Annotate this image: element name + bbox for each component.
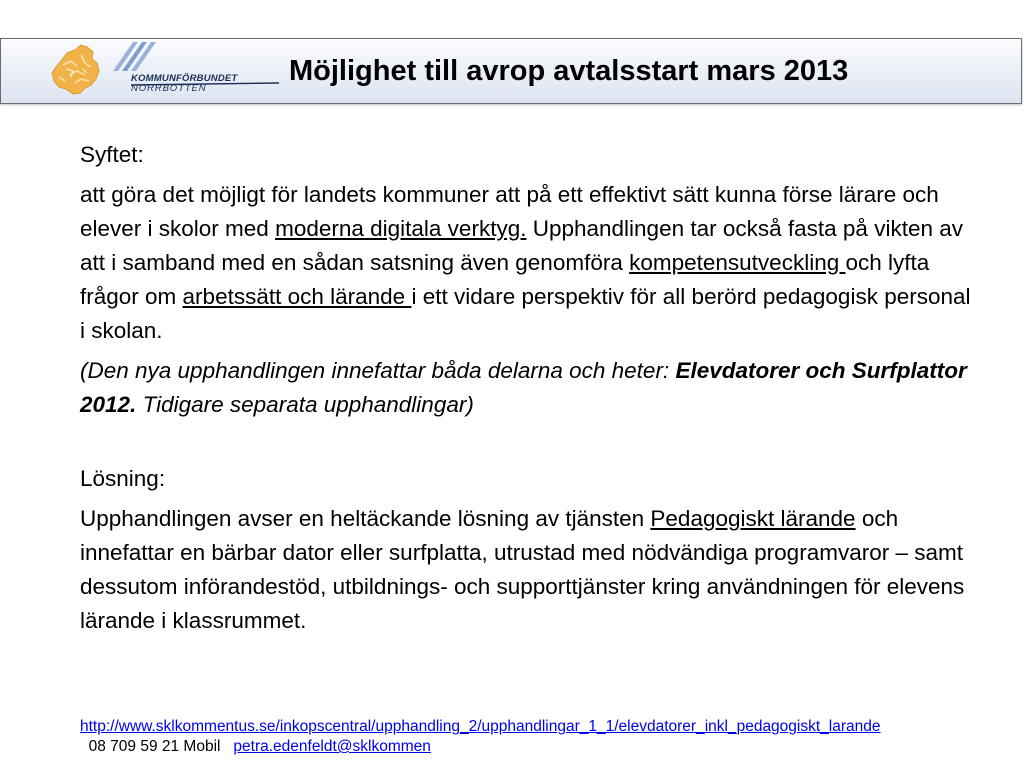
footer-contact: [80, 717, 980, 757]
slide-body: [80, 138, 980, 638]
kommunforbundet-logo: [47, 41, 287, 101]
syftet-heading: Syftet:: [80, 142, 144, 167]
logo-line-1: KOMMUNFÖRBUNDET: [131, 73, 238, 84]
syftet-paragraph: [80, 178, 980, 348]
phone-text: 08 709 59 21 Mobil: [80, 738, 234, 755]
email-link[interactable]: petra.edenfeldt@sklkommen: [233, 738, 431, 755]
logo-line-2: NORRBOTTEN: [131, 83, 207, 94]
logo-text: [131, 74, 237, 94]
note-text-a: (Den nya upphandlingen innefattar båda delarna och heter:: [80, 358, 676, 383]
syftet-text-d: i ett vidare perspektiv för all berörd pedagogisk personal i skolan.: [80, 284, 971, 343]
losning-paragraph: [80, 502, 980, 638]
losning-text-a: Upphandlingen avser en heltäckande lösning av tjänsten: [80, 506, 651, 531]
note-bold-name: Elevdatorer och Surfplattor 2012.: [80, 358, 967, 417]
losning-heading: Lösning:: [80, 466, 166, 491]
losning-text-b: och innefattar en bärbar dator eller surfplatta, utrustad med nödvändiga programvaror – samt dessutom införandestöd, utbildnings- och supporttjänster kring användningen för elevens lärande i klassrummet.: [80, 506, 965, 633]
arbetssatt-och-larande-text: arbetssätt och lärande: [182, 284, 412, 309]
kompetensutveckling-text: kompetensutveckling: [629, 250, 846, 275]
syftet-text-b: Upphandlingen tar också fasta på vikten av att i samband med en sådan satsning även genomföra: [80, 216, 963, 275]
syftet-text-c: och lyfta frågor om: [80, 250, 930, 309]
page-title: Möjlighet till avrop avtalsstart mars 2013: [289, 55, 849, 87]
syftet-text-a: att göra det möjligt för landets kommuner att på ett effektivt sätt kunna förse lärare och elever i skolor med: [80, 182, 939, 241]
syftet-note: [80, 354, 980, 422]
moderna-digitala-verktyg-text: moderna digitala verktyg.: [275, 216, 527, 241]
pedagogiskt-larande-text: Pedagogiskt lärande: [650, 506, 856, 531]
header-bar: [0, 38, 1022, 104]
note-text-b: Tidigare separata upphandlingar): [136, 392, 474, 417]
sklkommentus-link[interactable]: http://www.sklkommentus.se/inkopscentral/upphandling_2/upphandlingar_1_1/elevdatorer_inkl_pedagogiskt_larande: [80, 718, 881, 735]
